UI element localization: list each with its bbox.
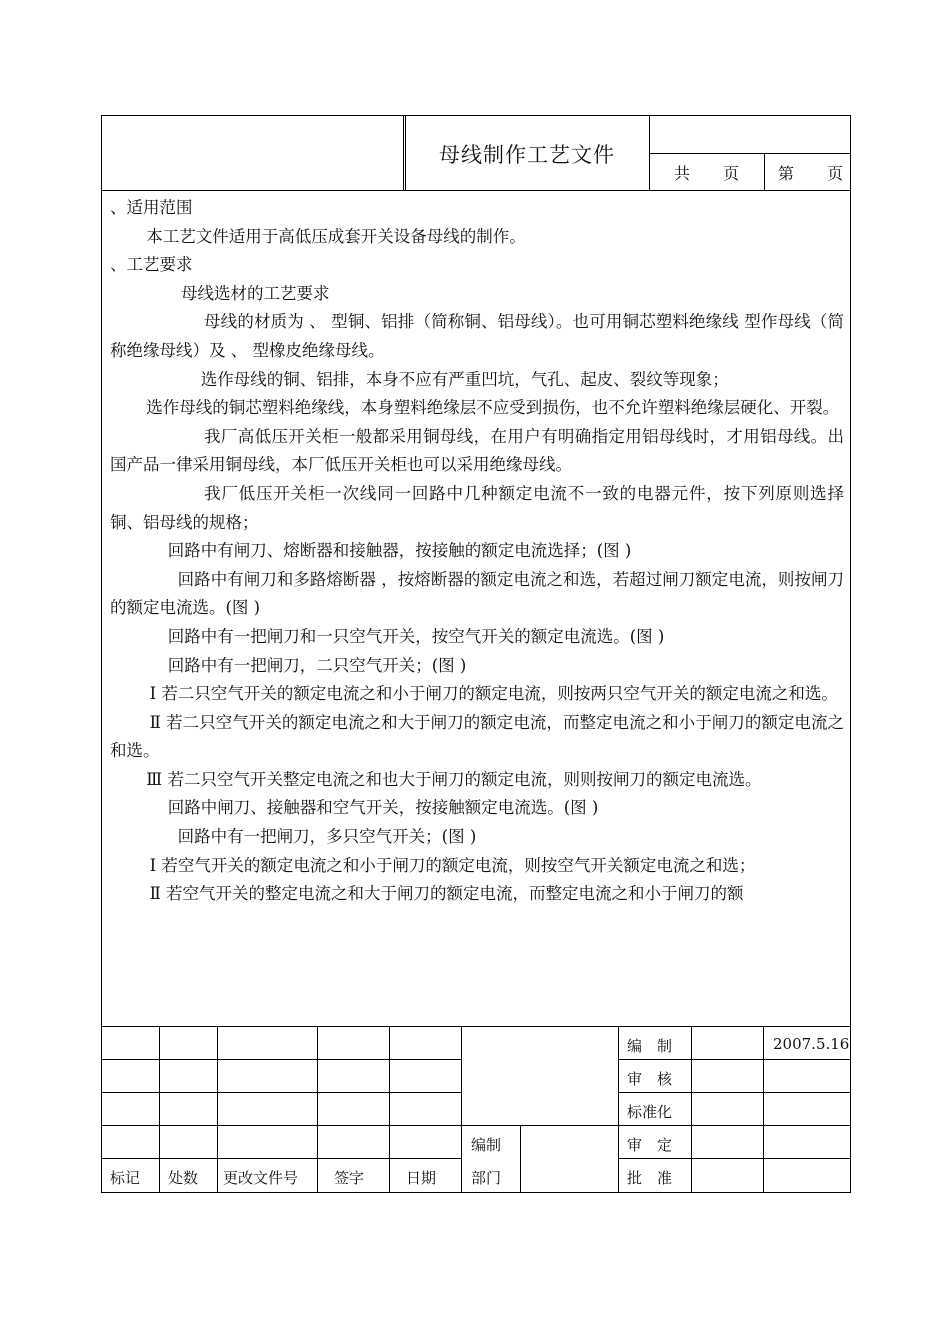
paragraph: Ⅱ 若二只空气开关的额定电流之和大于闸刀的额定电流，而整定电流之和小于闸刀的额定电流之和选。 [110, 712, 844, 761]
footer-rule [102, 1125, 851, 1126]
document-frame [101, 115, 851, 1193]
paragraph: 回路中有一把闸刀和一只空气开关，按空气开关的额定电流选。(图 ) [167, 626, 665, 646]
footer-compiled-label: 编 制 [627, 1037, 673, 1055]
paragraph: 我厂低压开关柜一次线同一回路中几种额定电流不一致的电器元件，按下列原则选择铜、铝母线的规格； [110, 483, 844, 532]
footer-divider [461, 1026, 462, 1192]
footer-count-label: 处数 [168, 1169, 199, 1187]
footer-top-rule [102, 1026, 851, 1027]
footer-rule [618, 1059, 851, 1060]
subsection-heading: 母线选材的工艺要求 [180, 283, 330, 303]
paragraph: 我厂高低压开关柜一般都采用铜母线，在用户有明确指定用铝母线时，才用铝母线。出国产品一律采用铜母线，本厂低压开关柜也可以采用绝缘母线。 [110, 426, 844, 475]
section-heading: 、适用范围 [110, 198, 193, 217]
total-pages-label: 共 页 [674, 164, 740, 183]
footer-divider [317, 1026, 318, 1192]
footer-reviewed-label: 审 核 [627, 1070, 673, 1088]
footer-approval-check-label: 审 定 [627, 1136, 673, 1154]
footer-divider [389, 1026, 390, 1192]
footer-standardized-label: 标准化 [627, 1103, 673, 1121]
paragraph: Ⅱ 若空气开关的整定电流之和大于闸刀的额定电流，而整定电流之和小于闸刀的额 [149, 884, 744, 904]
paragraph: 选作母线的铜芯塑料绝缘线，本身塑料绝缘层不应受到损伤，也不允许塑料绝缘层硬化、开裂。 [146, 398, 840, 418]
header-divider [403, 116, 404, 191]
footer-approved-label: 批 准 [627, 1169, 673, 1187]
paragraph: 选作母线的铜、铝排，本身不应有严重凹坑，气孔、起皮、裂纹等现象； [200, 369, 729, 389]
footer-signature-label: 签字 [334, 1169, 365, 1187]
footer-rule [618, 1092, 851, 1093]
footer-dept-label-line2: 部门 [471, 1169, 502, 1187]
footer-date-label: 日期 [406, 1169, 437, 1187]
paragraph: 回路中闸刀、接触器和空气开关，按接触额定电流选。(图 ) [167, 798, 599, 818]
paragraph: 回路中有闸刀、熔断器和接触器，按接触的额定电流选择；(图 ) [167, 541, 632, 561]
paragraph: Ⅰ 若二只空气开关的额定电流之和小于闸刀的额定电流，则按两只空气开关的额定电流之和选。 [149, 684, 838, 704]
footer-divider [618, 1026, 619, 1192]
footer-rule [102, 1092, 461, 1093]
paragraph: 母线的材质为 、 型铜、铝排（简称铜、铝母线）。也可用铜芯塑料绝缘线 型作母线（简称绝缘母线）及 、 型橡皮绝缘母线。 [110, 312, 844, 360]
footer-rule [618, 1158, 851, 1159]
footer-compiled-date: 2007.5.16 [773, 1035, 850, 1053]
paragraph: 回路中有闸刀和多路熔断器 ，按熔断器的额定电流之和选，若超过闸刀额定电流，则按闸刀的额定电流选。(图 ) [110, 569, 844, 618]
footer-mark-label: 标记 [110, 1169, 141, 1187]
footer-dept-label-line1: 编制 [471, 1136, 502, 1154]
header-divider [649, 153, 851, 154]
paragraph: 本工艺文件适用于高低压成套开关设备母线的制作。 [146, 226, 526, 246]
document-body [110, 194, 844, 1024]
footer-divider [691, 1026, 692, 1192]
page-number-label: 第 页 [778, 164, 844, 183]
footer-rule [102, 1158, 461, 1159]
paragraph: Ⅰ 若空气开关的额定电流之和小于闸刀的额定电流，则按空气开关额定电流之和选； [149, 855, 756, 875]
paragraph: 回路中有一把闸刀，多只空气开关；(图 ) [177, 827, 477, 847]
footer-divider [520, 1125, 521, 1192]
section-heading: 、工艺要求 [110, 255, 193, 275]
header-divider [764, 153, 765, 191]
footer-divider [159, 1026, 160, 1192]
footer-rule [102, 1059, 461, 1060]
footer-divider [763, 1026, 764, 1192]
paragraph: Ⅲ 若二只空气开关整定电流之和也大于闸刀的额定电流，则则按闸刀的额定电流选。 [146, 769, 762, 789]
document-title: 母线制作工艺文件 [439, 142, 615, 167]
footer-divider [217, 1026, 218, 1192]
footer-change-doc-label: 更改文件号 [223, 1169, 299, 1187]
paragraph: 回路中有一把闸刀，二只空气开关；(图 ) [167, 655, 467, 675]
